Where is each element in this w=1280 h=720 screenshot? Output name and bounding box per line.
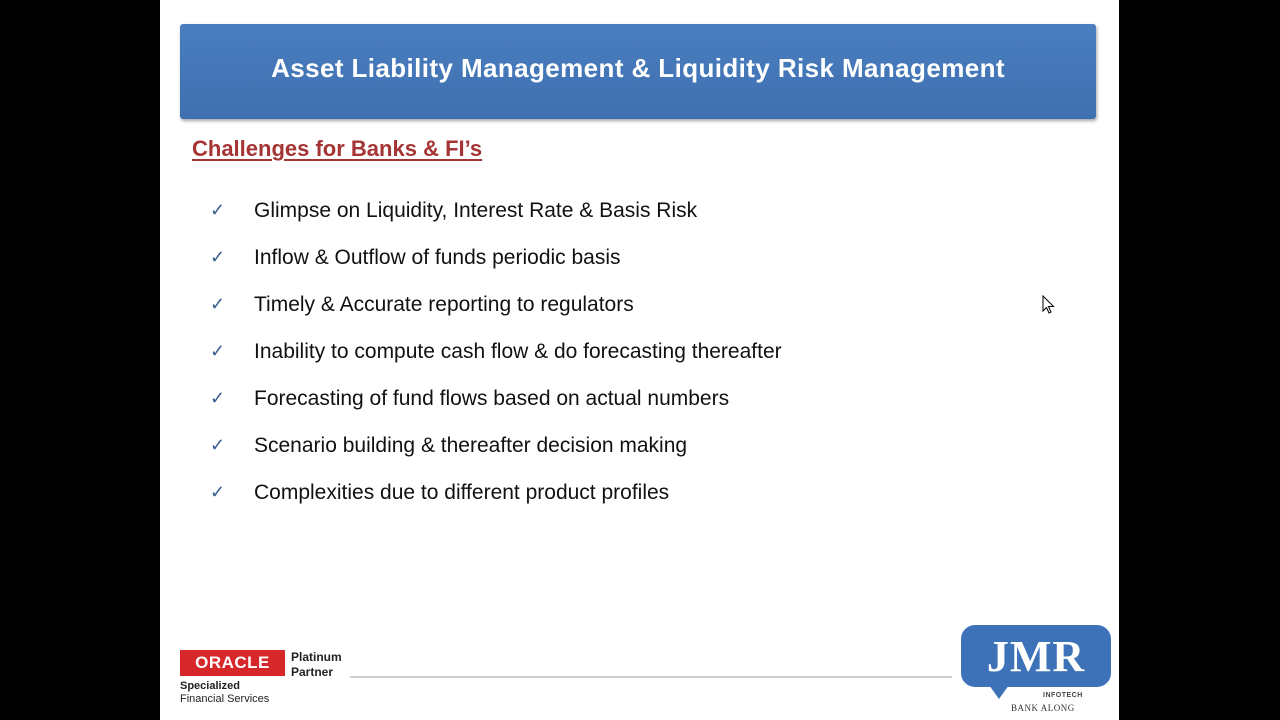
footer-divider	[350, 676, 952, 678]
jmr-logo	[961, 625, 1113, 717]
checkmark-icon: ✓	[210, 200, 226, 220]
bullet-text: Inflow & Outflow of funds periodic basis	[254, 245, 621, 269]
oracle-logo: ORACLE	[180, 650, 285, 676]
checkmark-icon: ✓	[210, 482, 226, 502]
bullet-text: Glimpse on Liquidity, Interest Rate & Basis Risk	[254, 198, 698, 222]
mouse-pointer-icon	[1042, 295, 1056, 315]
bullet-text: Timely & Accurate reporting to regulators	[254, 292, 634, 316]
oracle-spec-line2: Financial Services	[180, 693, 270, 705]
slide-title: Asset Liability Management & Liquidity Risk Management	[271, 53, 1005, 83]
slide	[160, 0, 1119, 720]
oracle-partner-label: Partner	[291, 665, 334, 679]
bullet-item	[210, 375, 782, 422]
checkmark-icon: ✓	[210, 341, 226, 361]
bullet-item	[210, 281, 782, 328]
bullet-text: Forecasting of fund flows based on actual numbers	[254, 386, 730, 410]
bullet-item	[210, 234, 782, 281]
slide-subtitle: Challenges for Banks & FI’s	[192, 136, 483, 161]
jmr-infotech-label: INFOTECH	[1043, 692, 1083, 699]
bullet-text: Scenario building & thereafter decision making	[254, 433, 688, 457]
oracle-spec-line1: Specialized	[180, 680, 240, 692]
bullet-item	[210, 328, 782, 375]
bullet-item	[210, 469, 782, 516]
checkmark-icon: ✓	[210, 247, 226, 267]
bullet-list	[210, 187, 782, 516]
bullet-item	[210, 187, 782, 234]
title-bar	[180, 24, 1096, 119]
jmr-tagline: BANK ALONG	[1011, 703, 1075, 713]
oracle-platinum-label: Platinum	[291, 650, 342, 664]
checkmark-icon: ✓	[210, 435, 226, 455]
checkmark-icon: ✓	[210, 388, 226, 408]
bullet-item	[210, 422, 782, 469]
jmr-logo-tail	[989, 685, 1009, 699]
checkmark-icon: ✓	[210, 294, 226, 314]
jmr-logo-badge: JMR	[961, 625, 1111, 687]
bullet-text: Complexities due to different product profiles	[254, 480, 670, 504]
oracle-specialization	[180, 680, 300, 706]
bullet-text: Inability to compute cash flow & do forecasting thereafter	[254, 339, 782, 363]
